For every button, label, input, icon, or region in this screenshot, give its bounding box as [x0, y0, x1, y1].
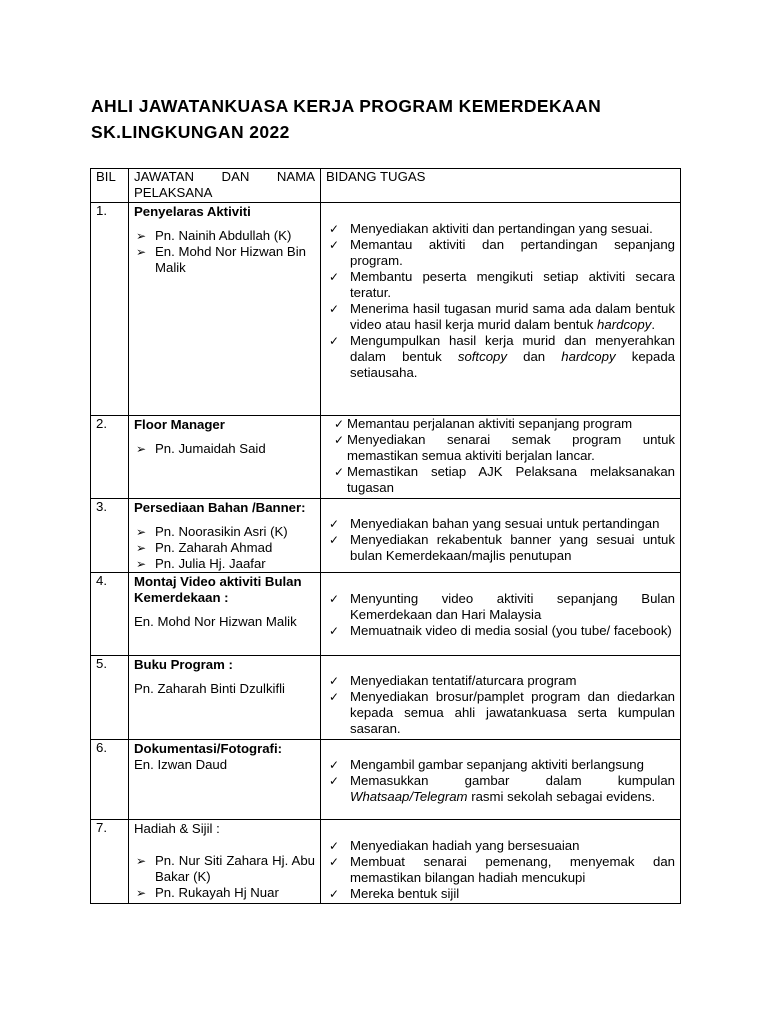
member-item: ➢ Pn. Noorasikin Asri (K) [134, 524, 315, 540]
title-line-1: AHLI JAWATANKUASA KERJA PROGRAM KEMERDEKAAN [91, 96, 602, 116]
role-title: Buku Program : [134, 657, 233, 672]
member-list [134, 228, 315, 276]
member-item: ➢ Pn. Jumaidah Said [134, 441, 315, 457]
member-list [134, 853, 315, 901]
header-jawatan [129, 169, 321, 203]
task-list [326, 221, 675, 381]
table-row [91, 573, 681, 656]
role-cell [129, 416, 321, 499]
row-number: 4. [91, 573, 129, 656]
row-number: 1. [91, 203, 129, 416]
task-item: ✓ Membantu peserta mengikuti setiap aktiviti secara teratur. [326, 269, 675, 301]
table-row [91, 740, 681, 820]
task-list [326, 516, 675, 564]
task-item: ✓ Menyediakan senarai semak program untuk memastikan semua aktiviti berjalan lancar. [326, 432, 675, 464]
task-list [326, 757, 675, 805]
task-item: ✓ Menyediakan aktiviti dan pertandingan yang sesuai. [326, 221, 675, 237]
task-item: ✓ Membuat senarai pemenang, menyemak dan memastikan bilangan hadiah mencukupi [326, 854, 675, 886]
member-item: ➢ Pn. Nur Siti Zahara Hj. Abu Bakar (K) [134, 853, 315, 885]
row-number: 6. [91, 740, 129, 820]
row-number: 3. [91, 499, 129, 573]
role-title: Persediaan Bahan /Banner: [134, 500, 306, 515]
task-item: ✓ Menyediakan bahan yang sesuai untuk pertandingan [326, 516, 675, 532]
row-number: 2. [91, 416, 129, 499]
row-number: 7. [91, 820, 129, 904]
member-list [134, 441, 315, 457]
table-row [91, 499, 681, 573]
task-item: ✓ Memantau perjalanan aktiviti sepanjang program [326, 416, 675, 432]
role-cell [129, 820, 321, 904]
task-item: ✓ Memastikan setiap AJK Pelaksana melaksanakan tugasan [326, 464, 675, 496]
task-cell [321, 656, 681, 740]
task-list [326, 673, 675, 737]
table-header-row [91, 169, 681, 203]
task-item: ✓ Memantau aktiviti dan pertandingan sepanjang program. [326, 237, 675, 269]
task-item: ✓ Menerima hasil tugasan murid sama ada dalam bentuk video atau hasil kerja murid dalam bentuk hardcopy. [326, 301, 675, 333]
member-item: ➢ Pn. Nainih Abdullah (K) [134, 228, 315, 244]
task-item: ✓ Menyediakan tentatif/aturcara program [326, 673, 675, 689]
role-title: Dokumentasi/Fotografi: [134, 741, 282, 756]
member-item: ➢ En. Mohd Nor Hizwan Bin Malik [134, 244, 315, 276]
task-item: ✓ Menyediakan rekabentuk banner yang sesuai untuk bulan Kemerdekaan/majlis penutupan [326, 532, 675, 564]
task-cell [321, 416, 681, 499]
task-cell [321, 740, 681, 820]
table-row [91, 656, 681, 740]
title-line-2: SK.LINGKUNGAN 2022 [91, 122, 290, 142]
header-bidang: BIDANG TUGAS [321, 169, 681, 203]
task-list [326, 416, 675, 496]
task-item: ✓ Menyunting video aktiviti sepanjang Bulan Kemerdekaan dan Hari Malaysia [326, 591, 675, 623]
member-name: Pn. Zaharah Binti Dzulkifli [134, 681, 285, 696]
member-name: En. Izwan Daud [134, 757, 228, 772]
document-title [91, 93, 691, 145]
member-name: En. Mohd Nor Hizwan Malik [134, 614, 297, 629]
role-title: Floor Manager [134, 417, 225, 432]
role-cell [129, 203, 321, 416]
member-list [134, 524, 315, 572]
task-cell [321, 499, 681, 573]
task-cell [321, 573, 681, 656]
task-list [326, 838, 675, 902]
task-cell [321, 203, 681, 416]
role-cell [129, 656, 321, 740]
committee-table [90, 168, 681, 904]
task-item: ✓ Mengumpulkan hasil kerja murid dan menyerahkan dalam bentuk softcopy dan hardcopy kepada setiausaha. [326, 333, 675, 381]
task-cell [321, 820, 681, 904]
task-item: ✓ Menyediakan brosur/pamplet program dan diedarkan kepada semua ahli jawatankuasa serta kumpulan sasaran. [326, 689, 675, 737]
task-list [326, 591, 675, 639]
member-item: ➢ Pn. Zaharah Ahmad [134, 540, 315, 556]
role-cell [129, 499, 321, 573]
role-cell [129, 740, 321, 820]
header-jawatan-line-2: PELAKSANA [134, 185, 213, 200]
role-title: Penyelaras Aktiviti [134, 204, 251, 219]
role-title: Montaj Video aktiviti Bulan Kemerdekaan : [134, 574, 302, 605]
task-item: ✓ Mengambil gambar sepanjang aktiviti berlangsung [326, 757, 675, 773]
header-bil: BIL [91, 169, 129, 203]
task-item: ✓ Memasukkan gambar dalam kumpulan Whatsaap/Telegram rasmi sekolah sebagai evidens. [326, 773, 675, 805]
table-row [91, 416, 681, 499]
role-title: Hadiah & Sijil : [134, 821, 220, 836]
member-item: ➢ Pn. Rukayah Hj Nuar [134, 885, 315, 901]
table-row [91, 820, 681, 904]
role-cell [129, 573, 321, 656]
member-item: ➢ Pn. Julia Hj. Jaafar [134, 556, 315, 572]
table-row [91, 203, 681, 416]
task-item: ✓ Memuatnaik video di media sosial (you tube/ facebook) [326, 623, 675, 639]
row-number: 5. [91, 656, 129, 740]
task-item: ✓ Mereka bentuk sijil [326, 886, 675, 902]
header-jawatan-line-1: JAWATAN DAN NAMA [134, 169, 315, 184]
task-item: ✓ Menyediakan hadiah yang bersesuaian [326, 838, 675, 854]
